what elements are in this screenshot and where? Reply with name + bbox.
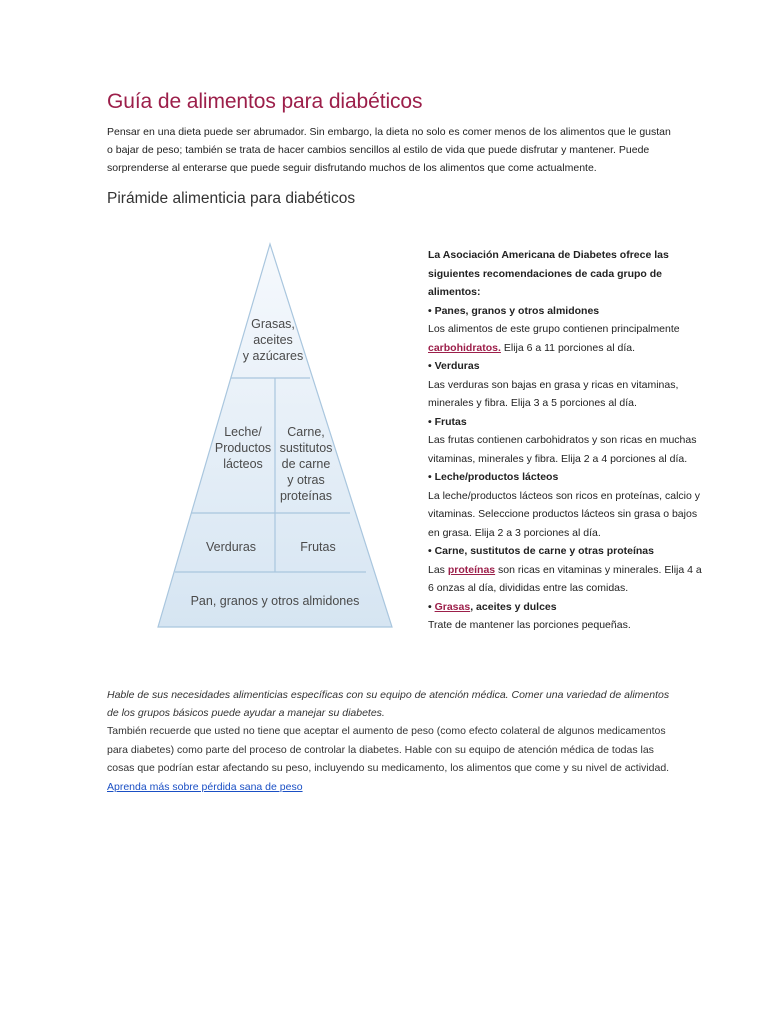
fats-bullet: •: [428, 600, 435, 613]
pyramid-fruits-label: Frutas: [300, 540, 336, 554]
grasas-link[interactable]: Grasas: [434, 600, 471, 613]
grains-portions: Elija 6 a 11 porciones al día.: [500, 341, 635, 354]
food-pyramid: [155, 240, 395, 632]
pyramid-subtitle: Pirámide alimenticia para diabéticos: [107, 190, 356, 207]
vegetables-title: • Verduras: [428, 360, 480, 372]
meat-title: • Carne, sustitutos de carne y otras proteínas: [428, 545, 654, 557]
intro-paragraph: Pensar en una dieta puede ser abrumador. Sin embargo, la dieta no solo es comer menos de los alimentos que le gustan o bajar de peso; también se trata de hacer cambios sencillos al estilo de vida que puede disfrutar y mantener. Puede sorprenderse al enterarse que puede seguir disfrutando muchos de los alimentos que come actualmente.: [107, 126, 671, 174]
fats-title: [428, 598, 708, 617]
svg-text:y azúcares: y azúcares: [242, 349, 304, 363]
carbohidratos-link[interactable]: carbohidratos.: [428, 341, 501, 354]
footer-text: También recuerde que usted no tiene que aceptar el aumento de peso (como efecto colateral de algunos medicamentos para diabetes) como parte del proceso de controlar la diabetes. Hable con su equipo de atención médica de todas las cosas que podrían estar afectando su peso, incluyendo su medicamento, los alimentos que come y su nivel de actividad.: [107, 725, 670, 774]
svg-text:aceites: aceites: [253, 333, 293, 347]
svg-text:lácteos: lácteos: [223, 457, 263, 471]
footer-paragraph: [107, 722, 677, 796]
fats-title-rest: , aceites y dulces: [470, 600, 557, 613]
fruits-text: Las frutas contienen carbohidratos y son ricas en muchas vitaminas, minerales y fibra. Elija 2 a 4 porciones al día.: [428, 434, 697, 465]
milk-text: La leche/productos lácteos son ricos en proteínas, calcio y vitaminas. Seleccione productos lácteos sin grasa o bajos en grasa. Elija 2 a 3 porciones al día.: [428, 489, 700, 539]
meat-description: [428, 561, 708, 598]
meat-text-start: Las: [428, 563, 448, 576]
page-title: Guía de alimentos para diabéticos: [107, 90, 423, 113]
fruits-title: • Frutas: [428, 415, 467, 428]
proteinas-link[interactable]: proteínas: [447, 563, 496, 576]
grains-title: • Panes, granos y otros almidones: [428, 304, 600, 317]
svg-text:Carne,: Carne,: [287, 425, 325, 439]
fats-text: Trate de mantener las porciones pequeñas.: [428, 619, 631, 631]
svg-text:Productos: Productos: [214, 441, 272, 455]
grains-description: [428, 320, 708, 357]
recommendations-column: [428, 246, 708, 635]
milk-title: • Leche/productos lácteos: [428, 471, 559, 483]
pyramid-meat-label: [280, 425, 333, 503]
svg-text:de carne: de carne: [281, 457, 331, 471]
pyramid-vegetables-label: Verduras: [205, 540, 257, 554]
svg-text:Leche/: Leche/: [224, 425, 262, 439]
recommendations-heading: La Asociación Americana de Diabetes ofrece las siguientes recomendaciones de cada grupo de alimentos:: [428, 249, 669, 298]
svg-text:proteínas: proteínas: [279, 489, 333, 503]
meat-text-end: son ricas en vitaminas y minerales. Elija 4 a 6 onzas al día, divididas entre las comidas.: [428, 563, 702, 594]
svg-text:Grasas,: Grasas,: [251, 317, 295, 331]
vegetables-text: Las verduras son bajas en grasa y ricas en vitaminas, minerales y fibra. Elija 3 a 5 porciones al día.: [428, 378, 679, 409]
svg-text:sustitutos: sustitutos: [279, 441, 333, 455]
footer-italic-note: Hable de sus necesidades alimenticias específicas con su equipo de atención médica. Comer una variedad de alimentos de los grupos básicos puede ayudar a manejar su diabetes.: [107, 689, 670, 719]
svg-text:y otras: y otras: [287, 473, 325, 487]
weight-loss-link[interactable]: Aprenda más sobre pérdida sana de peso: [107, 780, 303, 793]
grains-text: Los alimentos de este grupo contienen principalmente: [428, 323, 680, 335]
pyramid-grains-label: Pan, granos y otros almidones: [190, 594, 360, 608]
